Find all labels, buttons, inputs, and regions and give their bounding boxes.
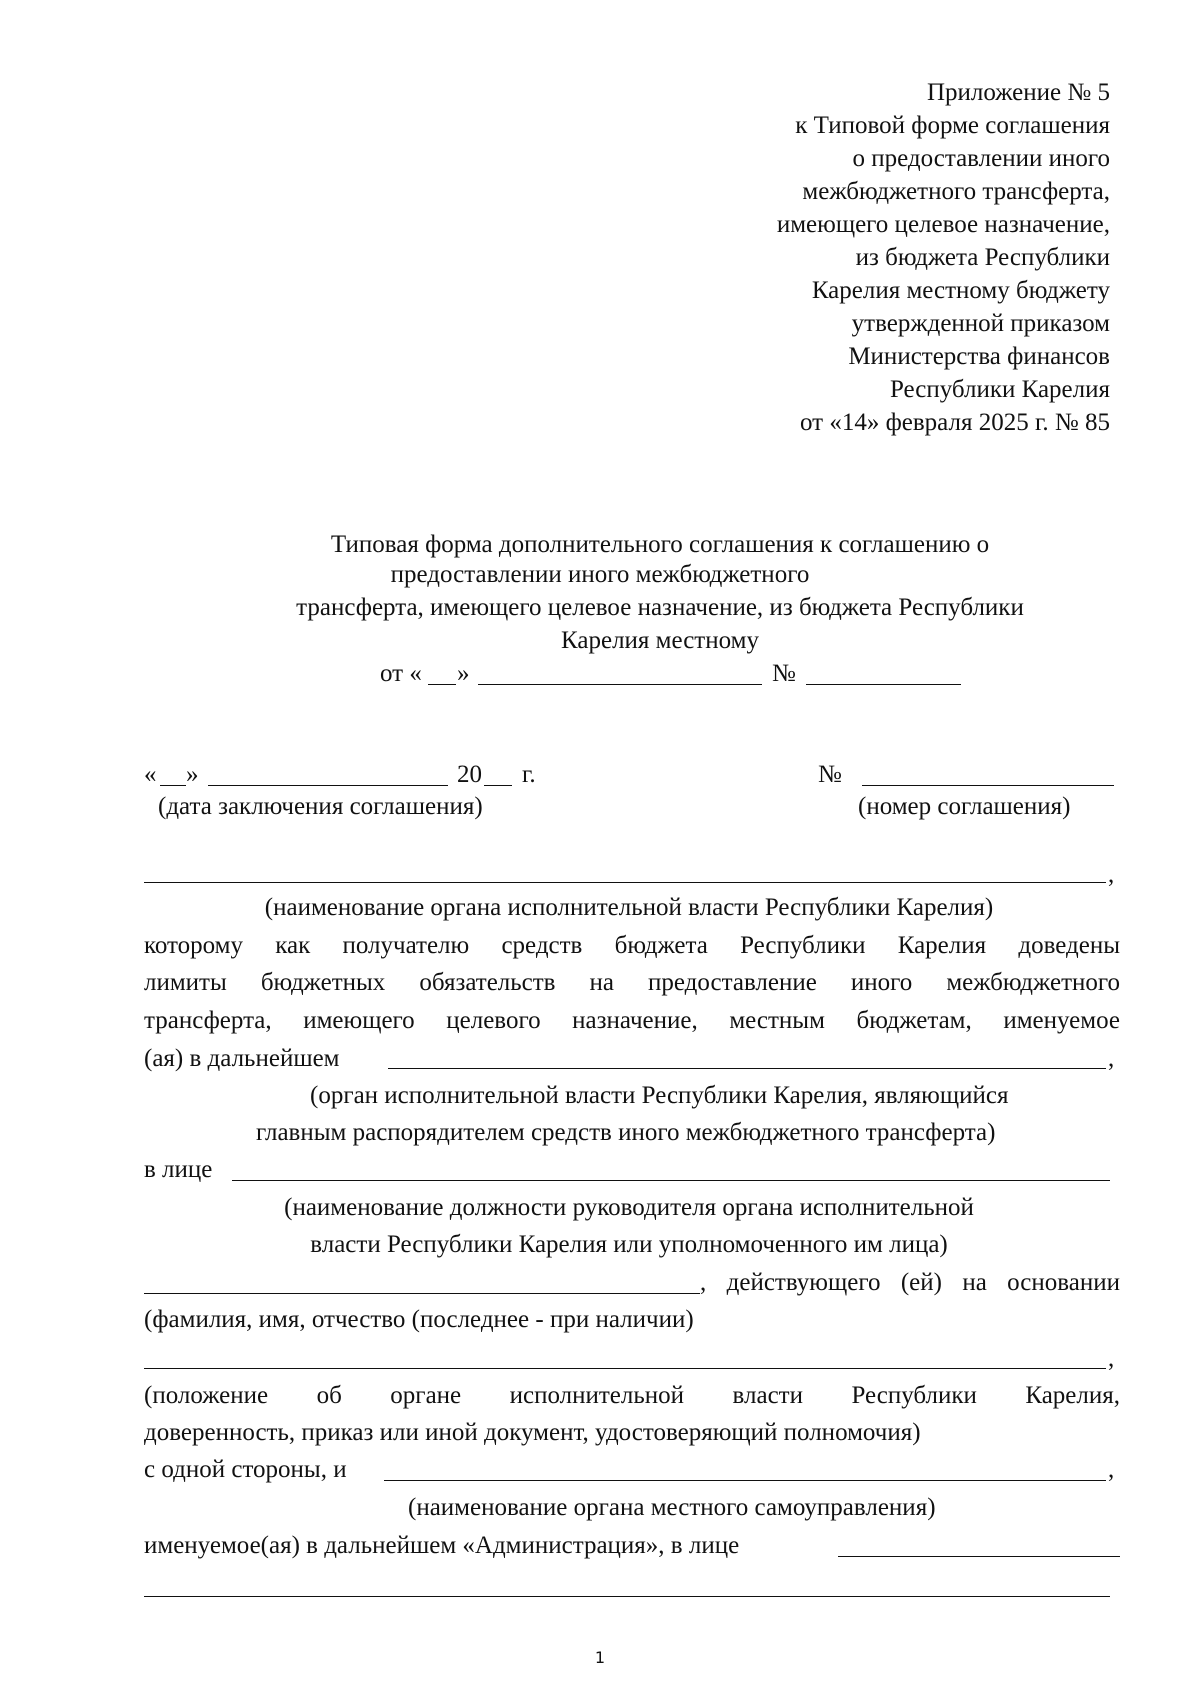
date-number-sign: №	[818, 761, 842, 788]
date-year-prefix: 20	[457, 761, 482, 788]
date-quote-open: «	[144, 761, 157, 788]
date-day-blank	[160, 785, 186, 786]
one-side-prefix: с одной стороны, и	[144, 1456, 347, 1483]
para1-line-4-prefix: (ая) в дальнейшем	[144, 1045, 340, 1072]
agreement-number-blank	[862, 785, 1114, 786]
number-caption: (номер соглашения)	[858, 793, 1071, 820]
lsg-comma: ,	[1108, 1456, 1115, 1483]
position-caption-line-1: (наименование должности руководителя органа исполнительной	[284, 1194, 974, 1221]
lsg-name-blank	[384, 1480, 1106, 1481]
administration-prefix: именуемое(ая) в дальнейшем «Администрация», в лице	[144, 1532, 740, 1559]
title-line-4: Карелия местному	[561, 627, 759, 654]
org-name-blank	[144, 882, 1106, 883]
lsg-caption: (наименование органа местного самоуправления)	[408, 1494, 936, 1521]
appendix-line: от «14» февраля 2025 г. № 85	[799, 409, 1110, 436]
para1-line-1: которому как получателю средств бюджета Республики Карелия доведены	[144, 932, 1120, 959]
appendix-line: имеющего целевое назначение,	[776, 211, 1110, 238]
date-quote-close: »	[186, 761, 199, 788]
grbs-caption-line-2: главным распорядителем средств иного межбюджетного трансферта)	[256, 1119, 996, 1146]
fio-blank	[144, 1293, 700, 1294]
title-date-blank	[478, 684, 762, 685]
para1-line-2: лимиты бюджетных обязательств на предоставление иного межбюджетного	[144, 969, 1120, 996]
basis-caption-line-2: доверенность, приказ или иной документ, удостоверяющий полномочия)	[144, 1419, 921, 1446]
appendix-line: Карелия местному бюджету	[811, 277, 1110, 304]
grbs-comma: ,	[1108, 1045, 1115, 1072]
appendix-block	[777, 76, 1110, 439]
basis-comma: ,	[1108, 1345, 1115, 1372]
appendix-line: из бюджета Республики	[855, 244, 1110, 271]
appendix-line: о предоставлении иного	[852, 145, 1110, 172]
fio-caption: (фамилия, имя, отчество (последнее - при наличии)	[144, 1306, 694, 1333]
position-caption-line-2: власти Республики Карелия или уполномоченного им лица)	[310, 1231, 948, 1258]
appendix-line: Министерства финансов	[848, 343, 1110, 370]
title-line-3: трансферта, имеющего целевое назначение, из бюджета Республики	[296, 594, 1024, 621]
title-from-prefix: от «	[380, 660, 422, 687]
date-year-blank	[484, 785, 512, 786]
appendix-line: к Типовой форме соглашения	[795, 112, 1110, 139]
date-year-suffix: г.	[522, 761, 536, 788]
in-person-label: в лице	[144, 1156, 213, 1183]
basis-caption-line-1: (положение об органе исполнительной власти Республики Карелия,	[144, 1382, 1120, 1409]
title-from-quote-close: »	[457, 660, 470, 687]
title-number-sign: №	[772, 660, 796, 687]
title-number-blank	[806, 684, 961, 685]
title-line-2: предоставлении иного межбюджетного	[390, 561, 810, 588]
page-number: 1	[594, 1648, 606, 1667]
appendix-line: Республики Карелия	[889, 376, 1110, 403]
administration-continuation-blank	[144, 1596, 1110, 1597]
acting-suffix: , действующего (ей) на основании	[700, 1269, 1120, 1296]
org-name-comma: ,	[1108, 861, 1115, 888]
title-day-blank	[428, 684, 456, 685]
basis-blank	[144, 1368, 1106, 1369]
position-blank	[232, 1180, 1110, 1181]
appendix-line: Приложение № 5	[926, 79, 1110, 106]
grbs-name-blank	[388, 1068, 1106, 1069]
grbs-caption-line-1: (орган исполнительной власти Республики Карелия, являющийся	[310, 1082, 1009, 1109]
date-month-blank	[208, 785, 448, 786]
org-caption: (наименование органа исполнительной власти Республики Карелия)	[264, 894, 994, 921]
administration-person-blank	[838, 1556, 1120, 1557]
appendix-line: утвержденной приказом	[851, 310, 1110, 337]
para1-line-3: трансферта, имеющего целевого назначение, местным бюджетам, именуемое	[144, 1007, 1120, 1034]
date-caption: (дата заключения соглашения)	[158, 793, 483, 820]
title-line-1: Типовая форма дополнительного соглашения к соглашению о	[330, 531, 990, 558]
appendix-line: межбюджетного трансферта,	[802, 178, 1110, 205]
